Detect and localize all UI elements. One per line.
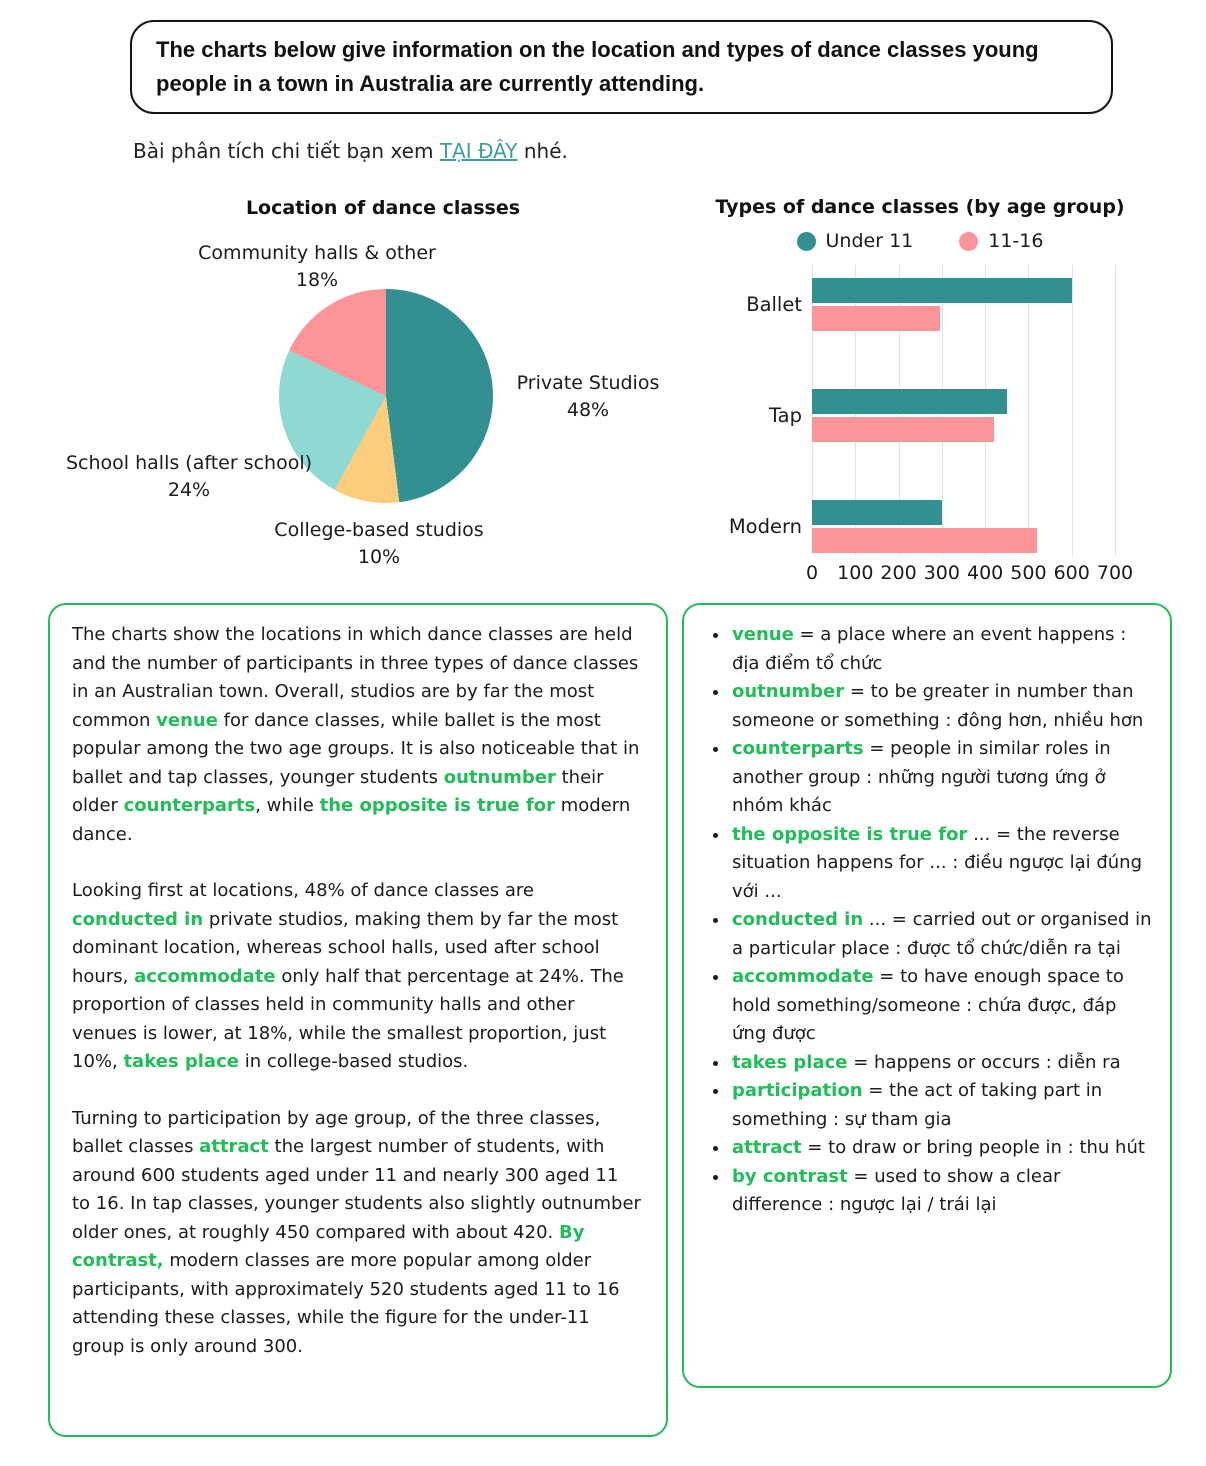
pie-label-college-studios — [274, 517, 483, 571]
vocab-definition: = to draw or bring people in : thu hút — [801, 1137, 1145, 1158]
vocab-definition: = the act of taking part in something : sự tham gia — [732, 1080, 1103, 1130]
pie-label-name: College-based studios — [274, 519, 484, 541]
x-tick-label: 200 — [880, 562, 917, 584]
x-tick-label: 100 — [837, 562, 874, 584]
vocab-term: takes place — [732, 1051, 848, 1073]
essay-text: , while — [255, 795, 320, 816]
vocab-definition: = used to show a clear difference : ngược lại / trái lại — [732, 1165, 1061, 1215]
bar-categories — [690, 190, 1150, 595]
highlighted-term: outnumber — [443, 766, 556, 788]
vocab-item — [730, 735, 1152, 821]
pie-label-pct: 10% — [357, 546, 401, 568]
essay-paragraphs — [72, 621, 642, 1361]
vocab-item — [730, 678, 1152, 735]
vocab-term: by contrast — [732, 1165, 848, 1187]
highlighted-term: takes place — [123, 1051, 239, 1072]
bar-xticks — [805, 562, 1134, 588]
highlighted-term: By contrast, — [72, 1221, 585, 1271]
vocab-term: attract — [732, 1137, 802, 1158]
pie-label-name: Community halls & other — [198, 242, 436, 264]
intro-prefix: Bài phân tích chi tiết bạn xem — [133, 139, 440, 163]
x-tick-label: 700 — [1096, 562, 1134, 584]
vocab-box — [682, 603, 1172, 1388]
essay-text: only half that percentage at 24%. The proportion of classes held in community halls and other venues is lower, at 18%, while the smallest proportion, just 10%, — [72, 965, 624, 1072]
x-tick-label: 0 — [805, 562, 819, 584]
essay-text: modern dance. — [72, 795, 631, 845]
essay-paragraph — [72, 1105, 642, 1362]
highlighted-term: conducted in — [72, 908, 204, 930]
legend-label: 11-16 — [988, 230, 1044, 252]
essay-text: in college-based studios. — [238, 1051, 469, 1072]
vocab-term: venue — [732, 624, 794, 645]
essay-text: their older — [72, 766, 604, 816]
pie-label-community-halls — [198, 240, 436, 294]
vocab-definition: = a place where an event happens : địa điểm tổ chức — [732, 624, 1127, 674]
bar-chart — [690, 190, 1150, 595]
vocab-term: participation — [732, 1080, 863, 1101]
vocab-item — [730, 1077, 1152, 1134]
task-title-box — [130, 20, 1113, 114]
essay-text: The charts show the locations in which dance classes are held and the number of participants in three types of dance classes in an Australian town. Overall, studios are by far the most common — [72, 624, 639, 731]
task-title-text: The charts below give information on the location and types of dance classes young people in a town in Australia are currently attending. — [156, 37, 1039, 96]
bar-category-label: Modern — [728, 515, 802, 538]
vocab-item — [730, 1134, 1152, 1163]
vocab-item — [730, 821, 1152, 907]
essay-box — [48, 603, 668, 1437]
vocab-definition: ... = carried out or organised in a particular place : được tổ chức/diễn ra tại — [732, 909, 1152, 959]
highlighted-term: venue — [156, 709, 218, 731]
pie-label-name: School halls (after school) — [65, 452, 313, 474]
vocab-definition: ... = the reverse situation happens for ... : điều ngược lại đúng với ... — [732, 823, 1143, 902]
vocab-term: outnumber — [732, 681, 845, 702]
highlighted-term: attract — [199, 1136, 269, 1157]
vocab-definition: = to have enough space to hold something/someone : chứa được, đáp ứng được — [732, 966, 1124, 1044]
vocab-list — [690, 621, 1152, 1220]
pie-label-pct: 24% — [167, 479, 211, 501]
essay-text: private studios, making them by far the most dominant location, whereas school halls, used after school hours, — [72, 908, 619, 987]
vocab-definition: = people in similar roles in another group : những người tương ứng ở nhóm khác — [732, 738, 1111, 816]
intro-suffix: nhé. — [517, 139, 568, 163]
highlighted-term: counterparts — [123, 795, 256, 816]
vocab-item — [730, 621, 1152, 678]
vocab-item — [730, 1163, 1152, 1220]
pie-chart-title: Location of dance classes — [245, 197, 521, 219]
bar-category-label: Ballet — [746, 293, 802, 316]
pie-label-private-studios — [517, 370, 660, 424]
highlighted-term: accommodate — [134, 965, 276, 987]
x-tick-label: 400 — [967, 562, 1004, 584]
vocab-term: accommodate — [732, 966, 874, 987]
tai-day-link[interactable]: TẠI ĐÂY — [439, 139, 518, 163]
essay-text: modern classes are more popular among older participants, with approximately 520 students aged 11 to 16 attending these classes, while the figure for the under-11 group is only around 300. — [72, 1250, 620, 1357]
highlighted-term: the opposite is true for — [319, 795, 555, 816]
intro-line — [133, 139, 568, 163]
vocab-item — [730, 906, 1152, 963]
vocab-term: the opposite is true for — [732, 823, 968, 845]
vocab-item — [730, 1049, 1152, 1078]
vocab-term: conducted in — [732, 909, 864, 930]
essay-paragraph — [72, 877, 642, 1077]
essay-paragraph — [72, 621, 642, 849]
essay-text: the largest number of students, with around 600 students aged under 11 and nearly 300 aged 11 to 16. In tap classes, younger students also slightly outnumber older ones, at roughly 450 compared with about 420. — [72, 1136, 641, 1243]
pie-label-pct: 18% — [295, 269, 339, 291]
essay-text: Turning to participation by age group, of the three classes, ballet classes — [72, 1107, 601, 1157]
vocab-item — [730, 963, 1152, 1049]
pie-label-name: Private Studios — [516, 372, 660, 394]
legend-label: Under 11 — [825, 230, 914, 252]
pie-label-pct: 48% — [566, 399, 610, 421]
bar-category-label: Tap — [768, 404, 802, 427]
x-tick-label: 300 — [923, 562, 960, 584]
vocab-term: counterparts — [732, 738, 864, 759]
vocab-definition: = happens or occurs : diễn ra — [847, 1051, 1121, 1073]
vocab-definition: = to be greater in number than someone or something : đông hơn, nhiều hơn — [732, 681, 1144, 731]
x-tick-label: 600 — [1053, 562, 1090, 584]
x-tick-label: 500 — [1010, 562, 1047, 584]
pie-label-school-halls — [66, 450, 312, 504]
essay-text: for dance classes, while ballet is the most popular among the two age groups. It is also noticeable that in ballet and tap classes, younger students — [72, 709, 640, 788]
essay-text: Looking first at locations, 48% of dance classes are — [72, 880, 534, 901]
bar-chart-title: Types of dance classes (by age group) — [715, 196, 1125, 218]
